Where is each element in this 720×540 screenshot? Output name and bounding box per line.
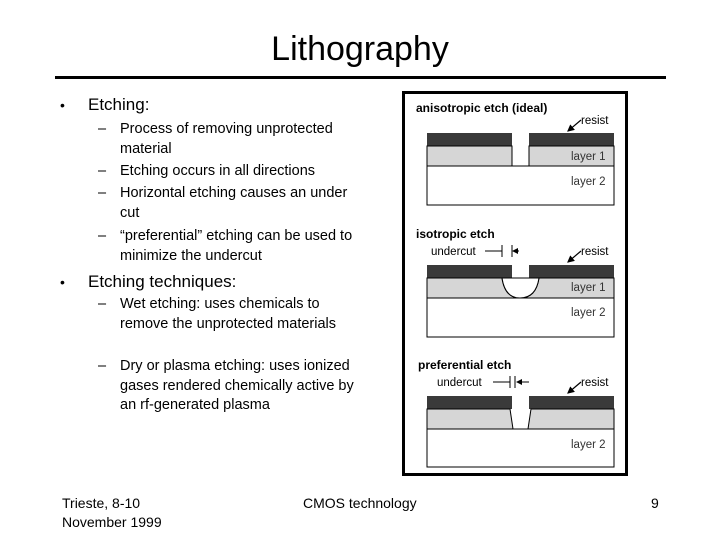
footer-course: CMOS technology [303, 495, 417, 511]
resist-layer [427, 133, 512, 146]
sub-item [98, 227, 360, 266]
page-number: 9 [651, 495, 659, 511]
footer-location-date [62, 494, 162, 532]
layer-2-label: layer 2 [571, 307, 606, 319]
dash: – [98, 228, 107, 244]
dash: – [98, 296, 107, 312]
resist-layer [427, 265, 512, 278]
layer-1-label: layer 1 [571, 151, 606, 163]
resist-label: resist [581, 377, 609, 389]
sub-item [98, 184, 360, 223]
sub-item-text: Wet etching: uses chemicals to remove the unprotected materials [120, 296, 336, 332]
sub-item-text: “preferential” etching can be used to minimize the undercut [120, 228, 353, 264]
resist-layer [529, 133, 614, 146]
etch-diagram [405, 94, 625, 473]
resist-label: resist [581, 115, 609, 127]
undercut-label: undercut [437, 377, 482, 389]
footer-date: November 1999 [62, 514, 162, 530]
resist-arrow [568, 382, 581, 393]
dash: – [98, 358, 107, 374]
layer-1 [427, 409, 614, 429]
dash: – [98, 163, 107, 179]
layer-1-label: layer 1 [571, 282, 606, 294]
bullet-techniques: Etching techniques: [88, 272, 237, 291]
dash: – [98, 121, 107, 137]
title-rule [55, 76, 666, 79]
resist-layer [529, 265, 614, 278]
resist-label: resist [581, 246, 609, 258]
resist-arrow [568, 251, 581, 262]
sub-item-text: Process of removing unprotected material [120, 121, 333, 157]
bullet-dot: • [60, 97, 65, 113]
sub-item [98, 162, 360, 182]
panel-title-isotropic: isotropic etch [416, 227, 495, 241]
resist-arrow [568, 120, 581, 131]
dash: – [98, 185, 107, 201]
resist-layer [529, 396, 614, 409]
panel-title-anisotropic: anisotropic etch (ideal) [416, 101, 548, 115]
sub-item-text: Horizontal etching causes an under cut [120, 185, 348, 221]
layer-2-label: layer 2 [571, 439, 606, 451]
undercut-label: undercut [431, 246, 476, 258]
bullet-dot: • [60, 274, 65, 290]
slide-title: Lithography [271, 30, 449, 68]
sub-item-text: Dry or plasma etching: uses ionized gases rendered chemically active by an rf-generated plasma [120, 358, 354, 413]
footer-location: Trieste, 8-10 [62, 495, 141, 511]
sub-item [98, 295, 360, 334]
bullet-etching: Etching: [88, 95, 150, 114]
etch-diagram-figure [402, 91, 628, 476]
sub-item-text: Etching occurs in all directions [120, 163, 316, 179]
sub-item [98, 120, 360, 159]
resist-layer [427, 396, 512, 409]
panel-title-preferential: preferential etch [418, 358, 512, 372]
layer-2-label: layer 2 [571, 176, 606, 188]
sub-item [98, 357, 360, 416]
